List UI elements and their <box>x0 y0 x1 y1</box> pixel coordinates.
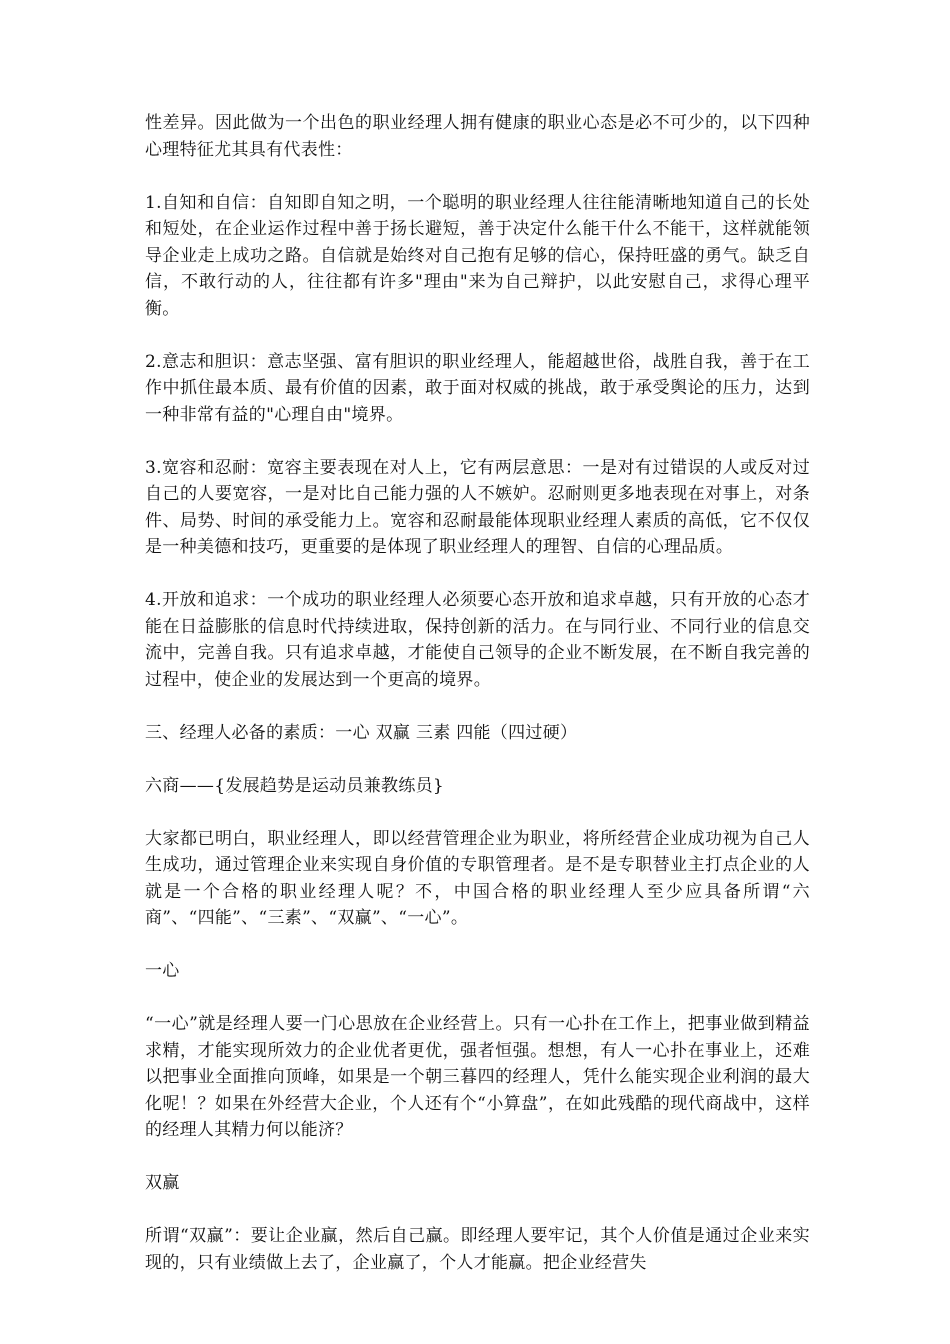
shuangying-paragraph: 所谓“双赢”：要让企业赢，然后自己赢。即经理人要牢记，其个人价值是通过企业来实现的，只有业绩做上去了，企业赢了，个人才能赢。把企业经营失 <box>145 1226 810 1273</box>
trait-paragraph-2: 2.意志和胆识：意志坚强、富有胆识的职业经理人，能超越世俗，战胜自我，善于在工作中抓住最本质、最有价值的因素，敢于面对权威的挑战，敢于承受舆论的压力，达到一种非常有益的"心理自由"境界。 <box>145 351 810 425</box>
trait-paragraph-4: 4.开放和追求：一个成功的职业经理人必须要心态开放和追求卓越，只有开放的心态才能在日益膨胀的信息时代持续进取，保持创新的活力。在与同行业、不同行业的信息交流中，完善自我。只有追求卓越，才能使自己领导的企业不断发展，在不断自我完善的过程中，使企业的发展达到一个更高的境界。 <box>145 590 810 690</box>
trait-paragraph-3: 3.宽容和忍耐：宽容主要表现在对人上，它有两层意思：一是对有过错误的人或反对过自己的人要宽容，一是对比自己能力强的人不嫉妒。忍耐则更多地表现在对事上，对条件、局势、时间的承受能力上。宽容和忍耐最能体现职业经理人素质的高低，它不仅仅是一种美德和技巧，更重要的是体现了职业经理人的理智、自信的心理品质。 <box>145 457 810 557</box>
yixin-heading: 一心 <box>145 961 180 981</box>
shuangying-heading: 双赢 <box>145 1173 180 1193</box>
six-qualities-paragraph: 大家都已明白，职业经理人，即以经营管理企业为职业，将所经营企业成功视为自己人生成功，通过管理企业来实现自身价值的专职管理者。是不是专职替业主打点企业的人就是一个合格的职业经理人呢？不，中国合格的职业经理人至少应具备所谓“六商”、“四能”、“三素”、“双赢”、“一心”。 <box>145 828 810 928</box>
yixin-paragraph: “一心”就是经理人要一门心思放在企业经营上。只有一心扑在工作上，把事业做到精益求精，才能实现所效力的企业优者更优，强者恒强。想想，有人一心扑在事业上，还难以把事业全面推向顶峰，如果是一个朝三暮四的经理人，凭什么能实现企业利润的最大化呢！？如果在外经营大企业，个人还有个“小算盘”，在如此残酷的现代商战中，这样的经理人其精力何以能济？ <box>145 1014 810 1140</box>
six-qualities-heading: 六商——{发展趋势是运动员兼教练员} <box>145 775 445 796</box>
trait-paragraph-1: 1.自知和自信：自知即自知之明，一个聪明的职业经理人往往能清晰地知道自己的长处和短处，在企业运作过程中善于扬长避短，善于决定什么能干什么不能干，这样就能领导企业走上成功之路。自信就是始终对自己抱有足够的信心，保持旺盛的勇气。缺乏自信，不敢行动的人，往往都有许多"理由"来为自己辩护，以此安慰自己，求得心理平衡。 <box>145 192 810 319</box>
document-page <box>145 110 810 1276</box>
intro-paragraph: 性差异。因此做为一个出色的职业经理人拥有健康的职业心态是必不可少的，以下四种心理特征尤其具有代表性： <box>145 113 810 160</box>
section-heading: 三、经理人必备的素质：一心 双赢 三素 四能（四过硬） <box>145 722 578 743</box>
